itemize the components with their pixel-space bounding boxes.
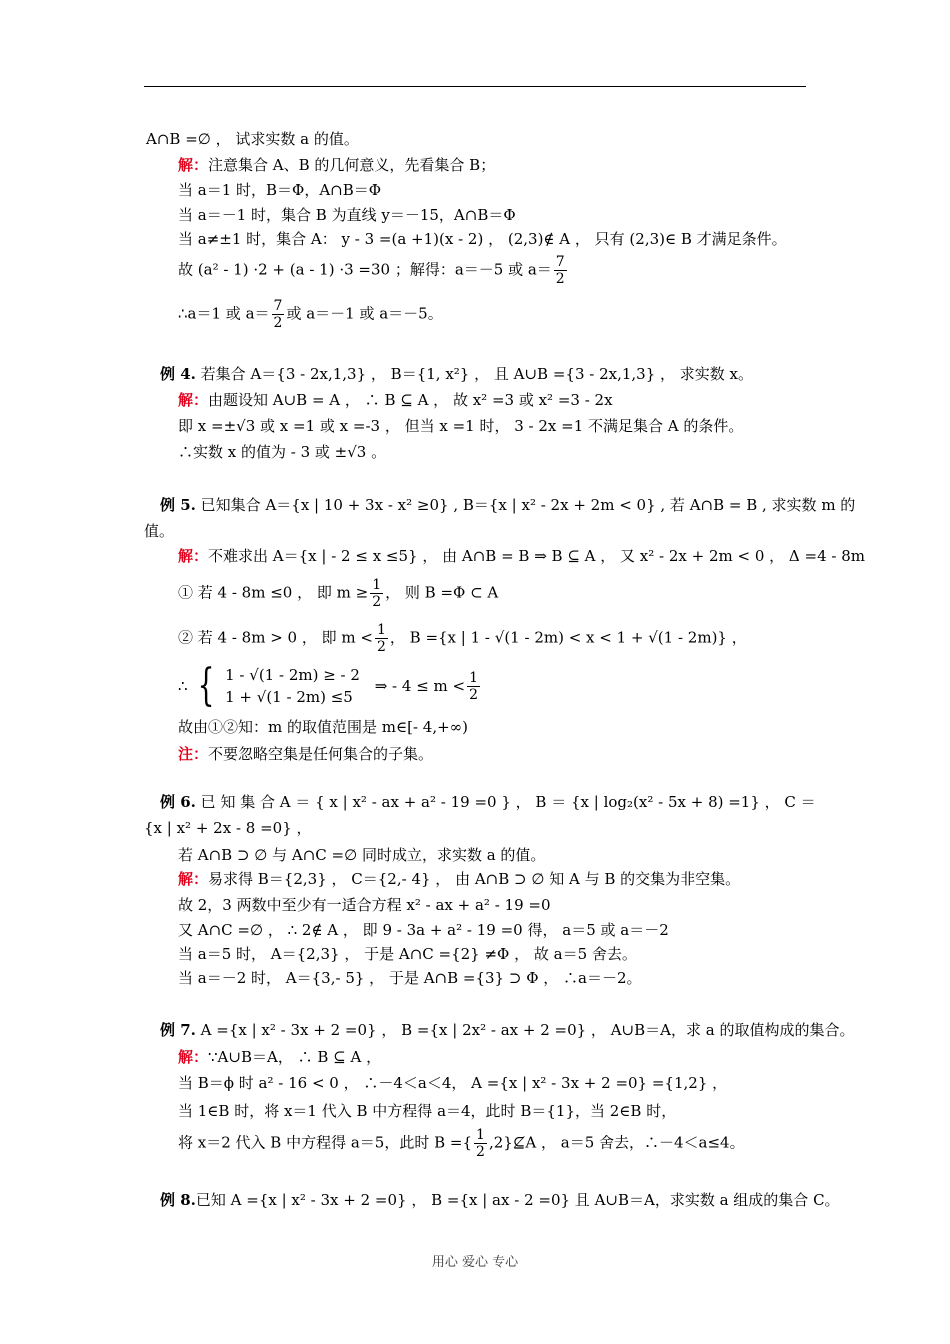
line-33 bbox=[178, 1127, 745, 1160]
example-5-heading bbox=[160, 495, 855, 515]
line-32: 当 1∈B 时，将 x＝1 代入 B 中方程得 a＝4，此时 B＝{1}，当 2∈B 时， bbox=[178, 1102, 677, 1120]
line-15 bbox=[178, 546, 865, 566]
line-22: {x | x² + 2x - 8 =0} ， bbox=[144, 819, 312, 837]
line-27: 当 a＝5 时， A＝{2,3} ， 于是 A∩C ={2} ≠Φ ， 故 a＝5 舍去。 bbox=[178, 945, 637, 963]
line-16 bbox=[178, 577, 498, 610]
line-28: 当 a＝－2 时， A＝{3,- 5} ， 于是 A∩B ={3} ⊃ Φ ， ∴a＝－2。 bbox=[178, 969, 642, 987]
solution-label: 解： bbox=[178, 1048, 209, 1066]
line-18-system bbox=[178, 660, 482, 711]
line-text: 注意集合 A、B 的几何意义，先看集合 B； bbox=[208, 156, 496, 174]
line-text: ② 若 4 - 8m > 0 ， 即 m < bbox=[178, 628, 373, 647]
line-text: 或 a＝－1 或 a＝－5。 bbox=[286, 304, 443, 323]
solution-label: 解： bbox=[178, 870, 209, 888]
fraction bbox=[474, 1127, 487, 1160]
line-17 bbox=[178, 622, 747, 655]
fraction bbox=[554, 254, 567, 287]
denominator: 2 bbox=[273, 315, 283, 331]
system-row-1: 1 - √(1 - 2m) ≥ - 2 bbox=[225, 666, 360, 684]
note-label: 注： bbox=[178, 745, 209, 763]
system-row-2: 1 + √(1 - 2m) ≤5 bbox=[225, 688, 353, 706]
line-text: 故 (a² - 1) ·2 + (a - 1) ·3 =30 ；解得：a＝－5 或 a＝ bbox=[178, 260, 552, 279]
line-text: ① 若 4 - 8m ≤0 ， 即 m ≥ bbox=[178, 583, 369, 602]
numerator: 1 bbox=[372, 577, 382, 593]
line-11: 即 x =±√3 或 x =1 或 x =-3 ， 但当 x =1 时， 3 - 2x =1 不满足集合 A 的条件。 bbox=[178, 417, 744, 435]
line-text: A ={x | x² - 3x + 2 =0} ， B ={x | 2x² - ax + 2 =0} ， A∪B＝A，求 a 的取值构成的集合。 bbox=[200, 1021, 855, 1039]
line-24 bbox=[178, 869, 740, 889]
numerator: 1 bbox=[476, 1127, 485, 1143]
line-19: 故由①②知：m 的取值范围是 m∈[- 4,+∞) bbox=[178, 718, 469, 736]
line-2 bbox=[178, 155, 495, 175]
fraction bbox=[370, 577, 383, 610]
line-text: 已知 A ={x | x² - 3x + 2 =0} ， B ={x | ax - 2 =0} 且 A∪B＝A，求实数 a 组成的集合 C。 bbox=[195, 1191, 840, 1209]
solution-label: 解： bbox=[178, 547, 209, 565]
inequality-system bbox=[225, 664, 360, 708]
line-20 bbox=[178, 744, 433, 764]
line-text: 由题设知 A∪B = A ， ∴ B ⊆ A ， 故 x² =3 或 x² =3 - 2x bbox=[208, 391, 613, 409]
line-12: ∴实数 x 的值为 - 3 或 ±√3 。 bbox=[178, 443, 387, 461]
line-31: 当 B＝ϕ 时 a² - 16 < 0 ， ∴－4＜a＜4， A ={x | x² - 3x + 2 =0} ={1,2} ， bbox=[178, 1074, 728, 1092]
example-label: 例 8. bbox=[160, 1191, 196, 1209]
line-text: 已知集合 A＝{x | 10 + 3x - x² ≥0} , B＝{x | x² - 2x + 2m < 0} , 若 A∩B = B , 求实数 m 的 bbox=[200, 496, 856, 514]
example-7-heading bbox=[160, 1020, 854, 1040]
left-brace: { bbox=[197, 660, 215, 711]
numerator: 1 bbox=[376, 622, 386, 638]
denominator: 2 bbox=[555, 271, 565, 287]
line-7 bbox=[178, 298, 443, 331]
denominator: 2 bbox=[476, 1144, 485, 1160]
solution-label: 解： bbox=[178, 156, 209, 174]
numerator: 7 bbox=[555, 254, 565, 270]
page-footer: 用心 爱心 专心 bbox=[431, 1255, 519, 1270]
example-4-heading bbox=[160, 364, 753, 384]
line-text: ⇒ - 4 ≤ m < bbox=[374, 677, 466, 695]
line-3: 当 a＝1 时，B＝Φ，A∩B＝Φ bbox=[178, 181, 382, 199]
line-text: ,2}⊈A ， a＝5 舍去，∴－4＜a≤4。 bbox=[488, 1133, 745, 1152]
line-text: ， 则 B =Φ ⊂ A bbox=[385, 583, 499, 602]
example-label: 例 6. bbox=[160, 793, 196, 811]
fraction bbox=[467, 670, 480, 703]
denominator: 2 bbox=[372, 594, 382, 610]
line-23: 若 A∩B ⊃ ∅ 与 A∩C =∅ 同时成立，求实数 a 的值。 bbox=[178, 846, 546, 864]
line-1: A∩B =∅ ， 试求实数 a 的值。 bbox=[146, 130, 359, 148]
denominator: 2 bbox=[376, 639, 386, 655]
example-label: 例 4. bbox=[160, 365, 196, 383]
therefore-symbol: ∴ bbox=[178, 677, 188, 695]
header-rule bbox=[144, 86, 806, 87]
line-text: 不要忽略空集是任何集合的子集。 bbox=[208, 745, 434, 763]
line-text: 已 知 集 合 A ＝ { x | x² - ax + a² - 19 =0 } ， B ＝ {x | log₂(x² - 5x + 8) =1} ， C ＝ bbox=[200, 793, 816, 811]
line-26: 又 A∩C =∅ ， ∴ 2∉ A ， 即 9 - 3a + a² - 19 =0 得， a＝5 或 a＝－2 bbox=[178, 921, 669, 939]
line-text: ∴a＝1 或 a＝ bbox=[178, 304, 270, 323]
example-8-heading bbox=[160, 1190, 840, 1210]
line-6 bbox=[178, 254, 569, 287]
fraction bbox=[375, 622, 388, 655]
numerator: 7 bbox=[273, 298, 283, 314]
denominator: 2 bbox=[469, 686, 479, 703]
line-text: 易求得 B＝{2,3} ， C＝{2,- 4} ， 由 A∩B ⊃ ∅ 知 A 与 B 的交集为非空集。 bbox=[208, 870, 741, 888]
line-14: 值。 bbox=[144, 522, 175, 540]
line-text: 将 x＝2 代入 B 中方程得 a＝5，此时 B ={ bbox=[178, 1133, 473, 1152]
line-text: 若集合 A＝{3 - 2x,1,3} ， B＝{1, x²} ， 且 A∪B ={3 - 2x,1,3} ， 求实数 x。 bbox=[200, 365, 754, 383]
numerator: 1 bbox=[469, 669, 479, 686]
solution-label: 解： bbox=[178, 391, 209, 409]
example-label: 例 5. bbox=[160, 496, 196, 514]
example-label: 例 7. bbox=[160, 1021, 196, 1039]
line-4: 当 a＝－1 时，集合 B 为直线 y＝－15，A∩B＝Φ bbox=[178, 206, 516, 224]
line-text: ∵A∪B＝A， ∴ B ⊆ A ， bbox=[208, 1048, 382, 1066]
line-10 bbox=[178, 390, 613, 410]
line-25: 故 2，3 两数中至少有一适合方程 x² - ax + a² - 19 =0 bbox=[178, 896, 551, 914]
line-text: 不难求出 A＝{x | - 2 ≤ x ≤5} ， 由 A∩B = B ⇒ B ⊆ A ， 又 x² - 2x + 2m < 0 ， Δ =4 - 8m bbox=[208, 547, 866, 565]
example-6-heading bbox=[160, 792, 816, 812]
line-30 bbox=[178, 1047, 381, 1067]
line-5: 当 a≠±1 时，集合 A： y - 3 =(a +1)(x - 2) ， (2,3)∉ A ， 只有 (2,3)∈ B 才满足条件。 bbox=[178, 230, 787, 248]
fraction bbox=[272, 298, 285, 331]
line-text: ， B ={x | 1 - √(1 - 2m) < x < 1 + √(1 - 2m)} ， bbox=[389, 628, 747, 647]
